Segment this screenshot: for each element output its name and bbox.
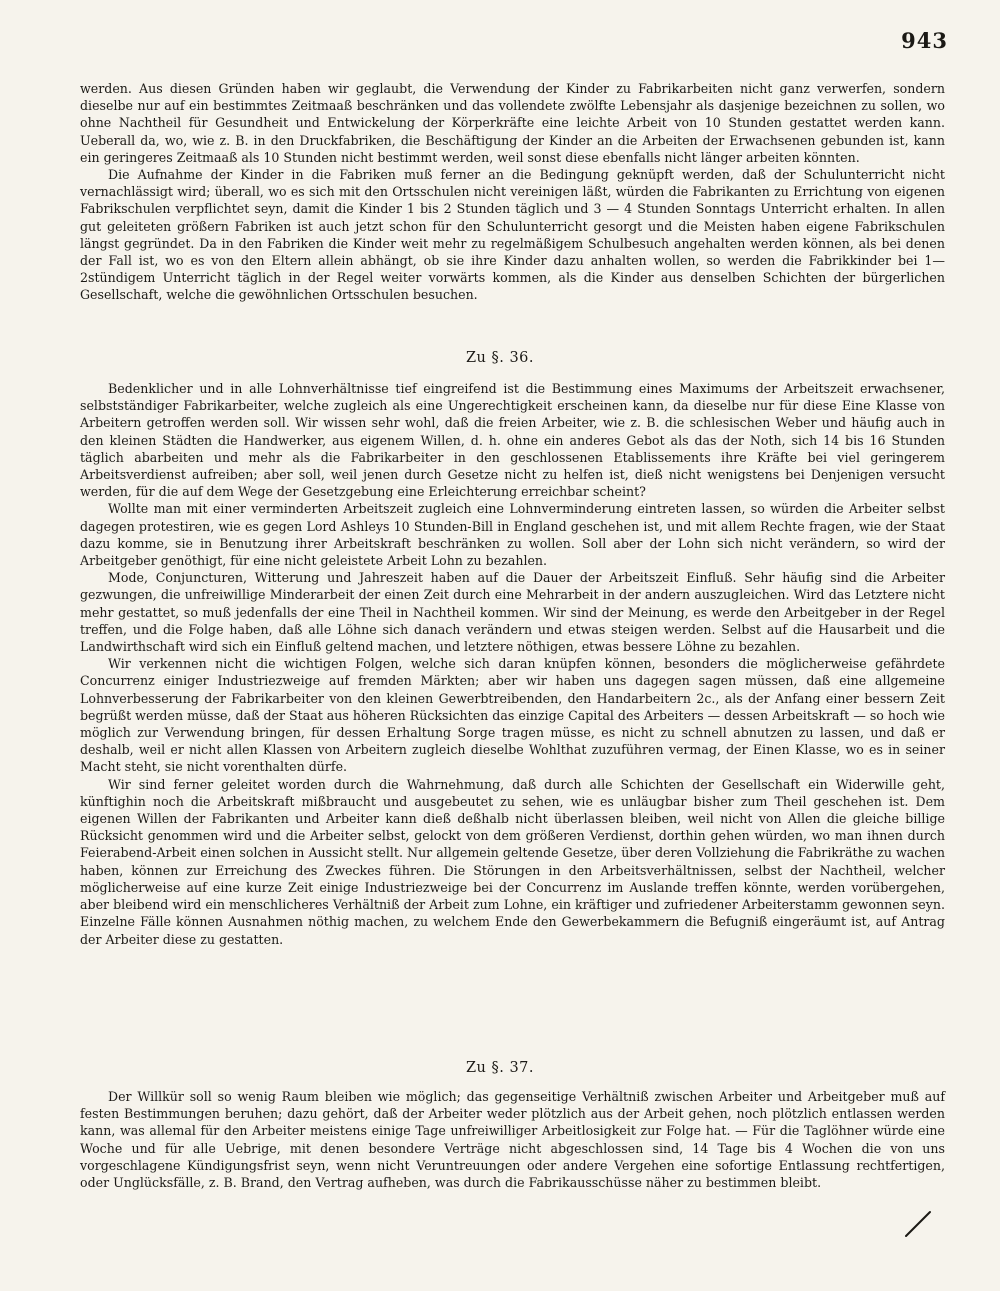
section-36-text bbox=[80, 380, 945, 948]
section-36-heading: Zu §. 36. bbox=[465, 350, 535, 366]
intro-text bbox=[80, 80, 945, 304]
section-37-paragraph-1: Der Willkür soll so wenig Raum bleiben wie möglich; das gegenseitige Verhältniß zwischen Arbeiter und Arbeitgeber muß auf festen Bestimmungen beruhen; dazu gehört, daß der Arbeiter weder plötzlich aus der Arbeit gehen, noch plötzlich entlassen werden kann, was allemal für den Arbeiter meistens einige Tage unfreiwilliger Arbeitlosigkeit zur Folge hat. — Für die Taglöhner würde eine Woche und für alle Uebrige, mit denen besondere Verträge nicht abgeschlossen sind, 14 Tage bis 4 Wochen die von uns vorgeschlagene Kündigungsfrist seyn, wenn nicht Veruntreuungen oder andere Vergehen eine sofortige Entlassung rechtfertigen, oder Unglücksfälle, z. B. Brand, den Vertrag aufheben, was durch die Fabrikausschüsse näher zu bestimmen bleibt. bbox=[80, 1089, 945, 1191]
page-number: 943 bbox=[901, 28, 948, 53]
section-36-paragraph-1: Bedenklicher und in alle Lohnverhältnisse tief eingreifend ist die Bestimmung eines Maximums der Arbeitszeit erwachsener, selbstständiger Fabrikarbeiter, welche zugleich als eine Ungerechtigkeit erscheinen kann, da dieselbe nur für diese Eine Klasse von Arbeitern getroffen werden soll. Wir wissen sehr wohl, daß die freien Arbeiter, wie z. B. die schlesischen Weber und häufig auch in den kleinen Städten die Handwerker, aus eigenem Willen, d. h. ohne ein anderes Gebot als das der Noth, sich 14 bis 16 Stunden täglich abarbeiten und mehr als die Fabrikarbeiter in den geschlossenen Etablissements ihre Kräfte bei viel geringerem Arbeitsverdienst aufreiben; aber soll, weil jenen durch Gesetze nicht zu helfen ist, dieß nicht wenigstens bei Denjenigen versucht werden, für die auf dem Wege der Gesetzgebung eine Erleichterung erreichbar scheint? bbox=[80, 381, 945, 500]
section-36-paragraph-2: Wollte man mit einer verminderten Arbeitszeit zugleich eine Lohnverminderung eintreten lassen, so würden die Arbeiter selbst dagegen protestiren, wie es gegen Lord Ashleys 10 Stunden-Bill in England geschehen ist, und mit allem Rechte fragen, wie der Staat dazu komme, sie in Benutzung ihrer Arbeitskraft beschränken zu wollen. Soll aber der Lohn sich nicht verändern, so wird der Arbeitgeber genöthigt, für eine nicht geleistete Arbeit Lohn zu bezahlen. bbox=[80, 501, 945, 569]
section-36-paragraph-4: Wir verkennen nicht die wichtigen Folgen, welche sich daran knüpfen können, besonders die möglicherweise gefährdete Concurrenz einiger Industriezweige auf fremden Märkten; aber wir haben uns dagegen sagen müssen, daß eine allgemeine Lohnverbesserung der Fabrikarbeiter von den kleinen Gewerbtreibenden, den Handarbeitern 2c., als der Anfang einer bessern Zeit begrüßt werden müsse, daß der Staat aus höheren Rücksichten das einzige Capital des Arbeiters — dessen Arbeitskraft — so hoch wie möglich zur Verwendung bringen, für dessen Erhaltung Sorge tragen müsse, es nicht zu schnell abnutzen zu lassen, und daß er deshalb, weil er nicht allen Klassen von Arbeitern zugleich dieselbe Wohlthat zuzuführen vermag, der Einen Klasse, wo es in seiner Macht steht, sie nicht vorenthalten dürfe. bbox=[80, 656, 946, 775]
pen-stroke-mark bbox=[904, 1210, 932, 1238]
section-36-paragraph-3: Mode, Conjuncturen, Witterung und Jahreszeit haben auf die Dauer der Arbeitszeit Einfluß. Sehr häufig sind die Arbeiter gezwungen, die unfreiwillige Minderarbeit der einen Zeit durch eine Mehrarbeit in der andern auszugleichen. Wird das Letztere nicht mehr gestattet, so muß jedenfalls der eine Theil in Nachtheil kommen. Wir sind der Meinung, es werde den Arbeitgeber in der Regel treffen, und die Folge haben, daß alle Löhne sich danach verändern und etwas steigen werden. Selbst auf die Hausarbeit und die Landwirthschaft wird sich ein Einfluß geltend machen, und letztere nöthigen, etwas bessere Löhne zu bezahlen. bbox=[80, 570, 945, 655]
intro-paragraph-2: Die Aufnahme der Kinder in die Fabriken muß ferner an die Bedingung geknüpft werden, daß der Schulunterricht nicht vernachlässigt wird; überall, wo es sich mit den Ortsschulen nicht vereinigen läßt, würden die Fabrikanten zu Errichtung von eigenen Fabrikschulen verpflichtet seyn, damit die Kinder 1 bis 2 Stunden täglich und 3 — 4 Stunden Sonntags Unterricht erhalten. In allen gut geleiteten größern Fabriken ist auch jetzt schon für den Schulunterricht gesorgt und die Meisten haben eigene Fabrikschulen längst gegründet. Da in den Fabriken die Kinder weit mehr zu regelmäßigem Schulbesuch angehalten werden können, als bei denen der Fall ist, wo es von den Eltern allein abhängt, ob sie ihre Kinder dazu anhalten wollen, so werden die Fabrikkinder bei 1—2stündigem Unterricht täglich in der Regel weiter vorwärts kommen, als die Kinder aus denselben Schichten der bürgerlichen Gesellschaft, welche die gewöhnlichen Ortsschulen besuchen. bbox=[80, 167, 945, 303]
section-37-heading: Zu §. 37. bbox=[465, 1060, 535, 1076]
section-36-paragraph-5: Wir sind ferner geleitet worden durch die Wahrnehmung, daß durch alle Schichten der Gesellschaft ein Widerwille geht, künftighin noch die Arbeitskraft mißbraucht und ausgebeutet zu sehen, wie es unläugbar bisher zum Theil geschehen ist. Dem eigenen Willen der Fabrikanten und Arbeiter kann dieß deßhalb nicht überlassen bleiben, weil nicht von Allen die gleiche billige Rücksicht genommen wird und die Arbeiter selbst, gelockt von dem größeren Verdienst, dorthin gehen würden, wo man ihnen durch Feierabend-Arbeit einen solchen in Aussicht stellt. Nur allgemein geltende Gesetze, über deren Vollziehung die Fabrikräthe zu wachen haben, können zur Erreichung des Zweckes führen. Die Störungen in den Arbeitsverhältnissen, selbst der Nachtheil, welcher möglicherweise auf eine kurze Zeit einige Industriezweige bei der Concurrenz im Auslande treffen könnte, werden vorübergehen, aber bleibend wird ein menschlicheres Verhältniß der Arbeit zum Lohne, ein kräftiger und zufriedener Arbeiterstamm gewonnen seyn. Einzelne Fälle können Ausnahmen nöthig machen, zu welchem Ende den Gewerbekammern die Befugniß eingeräumt ist, auf Antrag der Arbeiter diese zu gestatten. bbox=[80, 776, 945, 947]
intro-paragraph-1: werden. Aus diesen Gründen haben wir geglaubt, die Verwendung der Kinder zu Fabrikarbeiten nicht ganz verwerfen, sondern dieselbe nur auf ein bestimmtes Zeitmaaß beschränken und das vollendete zwölfte Lebensjahr als dasjenige bezeichnen zu sollen, wo ohne Nachtheil für Gesundheit und Entwickelung der Körperkräfte eine leichte Arbeit von 10 Stunden gestattet werden kann. Ueberall da, wo, wie z. B. in den Druckfabriken, die Beschäftigung der Kinder an die Arbeiten der Erwachsenen gebunden ist, kann ein geringeres Zeitmaaß als 10 Stunden nicht bestimmt werden, weil sonst diese ebenfalls nicht länger arbeiten könnten. bbox=[80, 81, 945, 165]
section-37-text bbox=[80, 1088, 945, 1191]
